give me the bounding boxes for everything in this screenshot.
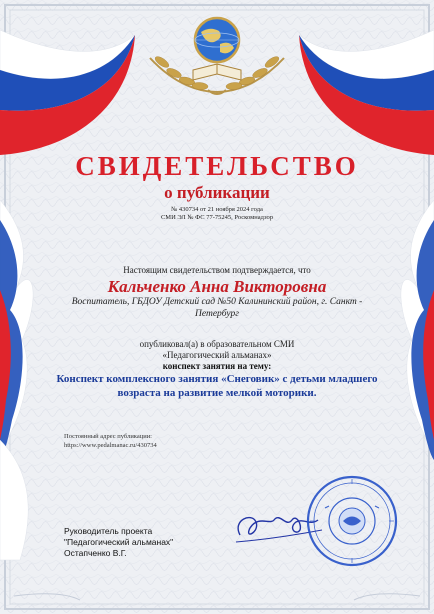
certificate-subtitle: о публикации bbox=[164, 183, 270, 202]
signatory-title: Руководитель проекта bbox=[64, 526, 153, 536]
signatory-organization: "Педагогический альманах" bbox=[64, 537, 174, 547]
published-in-text: опубликовал(а) в образовательном СМИ bbox=[139, 339, 295, 349]
confirmation-text: Настоящим свидетельством подтверждается, что bbox=[123, 265, 311, 275]
publication-topic: Конспект комплексного занятия «Снеговик» с детьми младшего возраста на развитие мелкой моторики. bbox=[56, 373, 378, 399]
summary-label: конспект занятия на тему: bbox=[162, 361, 272, 371]
media-registration: СМИ ЭЛ № ФС 77-75245, Роскомнадзор bbox=[160, 214, 274, 221]
signatory-name: Остапченко В.Г. bbox=[64, 548, 127, 558]
recipient-name: Кальченко Анна Викторовна bbox=[107, 277, 327, 296]
address-label: Постоянный адрес публикации: bbox=[64, 433, 152, 440]
publication-url[interactable]: https://www.pedalmanac.ru/430734 bbox=[64, 442, 157, 449]
recipient-position: Воспитатель, ГБДОУ Детский сад №50 Калининский район, г. Санкт - Петербург bbox=[71, 297, 363, 319]
registration-number: № 430734 от 21 ноября 2024 года bbox=[171, 206, 263, 213]
journal-name: «Педагогический альманах» bbox=[162, 350, 272, 360]
certificate-title: СВИДЕТЕЛЬСТВО bbox=[75, 151, 359, 181]
